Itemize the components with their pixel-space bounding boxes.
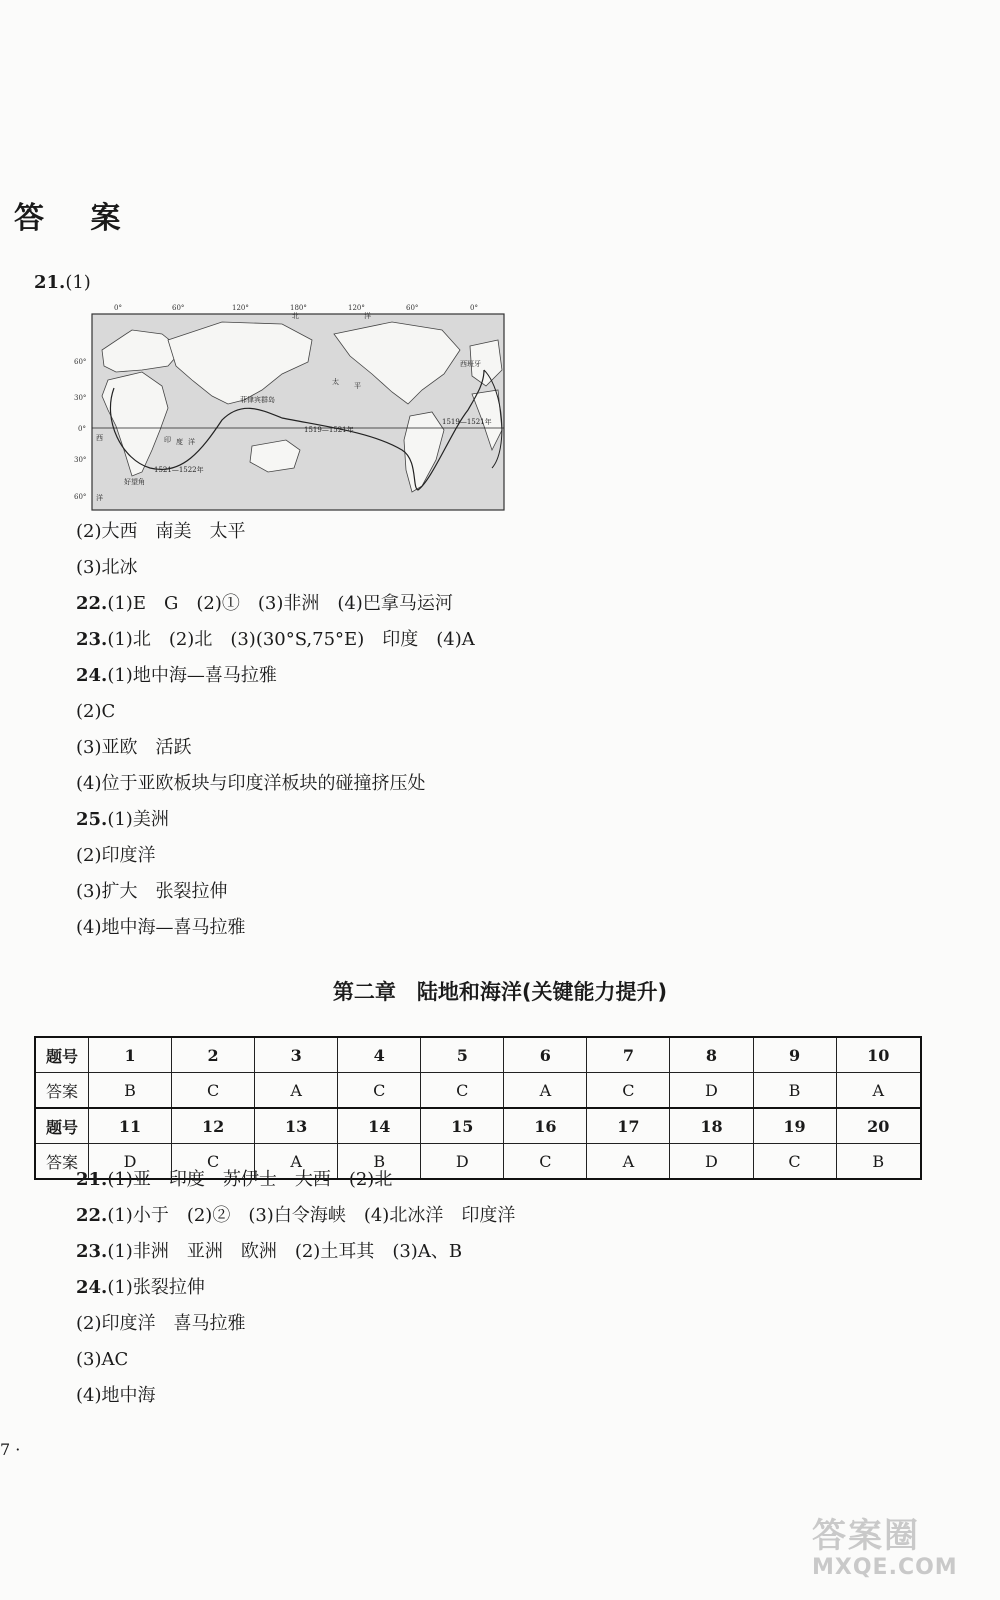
- watermark-url: MXQE.COM: [812, 1555, 958, 1580]
- table-cell: 20: [836, 1108, 921, 1144]
- table-cell: D: [421, 1144, 504, 1180]
- answer-line: (3)AC: [76, 1349, 129, 1370]
- table-cell: 4: [338, 1037, 421, 1073]
- answer-line: 24.(1)地中海—喜马拉雅: [76, 665, 277, 686]
- lat-tick: 30°: [74, 456, 87, 464]
- table-cell: A: [255, 1073, 338, 1109]
- table-cell: 17: [587, 1108, 670, 1144]
- table-cell: C: [338, 1073, 421, 1109]
- lat-tick: 30°: [74, 394, 87, 402]
- table-row: [35, 1037, 921, 1073]
- answer-line: (2)印度洋 喜马拉雅: [76, 1313, 246, 1334]
- page-heading: 答 案: [14, 201, 139, 236]
- map-label-route: 1519—1521年: [304, 426, 354, 434]
- table-cell: C: [172, 1144, 255, 1180]
- answer-line: 23.(1)非洲 亚洲 欧洲 (2)土耳其 (3)A、B: [76, 1241, 463, 1262]
- map-label-ocean: 度: [176, 438, 183, 446]
- map-label-ocean: 洋: [188, 438, 195, 446]
- lon-tick: 0°: [114, 304, 122, 312]
- table-row: [35, 1108, 921, 1144]
- table-label: 答案: [35, 1073, 89, 1109]
- table-cell: C: [421, 1073, 504, 1109]
- table-cell: 11: [89, 1108, 172, 1144]
- world-map-figure: [72, 300, 522, 520]
- answer-line: (2)印度洋: [76, 845, 156, 866]
- answer-line: 22.(1)小于 (2)② (3)白令海峡 (4)北冰洋 印度洋: [76, 1205, 516, 1226]
- table-cell: D: [670, 1144, 753, 1180]
- table-cell: 16: [504, 1108, 587, 1144]
- table-cell: 7: [587, 1037, 670, 1073]
- table-cell: B: [836, 1144, 921, 1180]
- table-cell: B: [753, 1073, 836, 1109]
- table-label: 答案: [35, 1144, 89, 1180]
- table-cell: A: [587, 1144, 670, 1180]
- table-cell: C: [753, 1144, 836, 1180]
- answer-line: (4)位于亚欧板块与印度洋板块的碰撞挤压处: [76, 773, 426, 794]
- answer-block-2: [76, 1162, 515, 1414]
- lat-tick: 0°: [78, 425, 86, 433]
- table-cell: B: [338, 1144, 421, 1180]
- table-cell: 2: [172, 1037, 255, 1073]
- table-cell: C: [587, 1073, 670, 1109]
- answer-line: (4)地中海—喜马拉雅: [76, 917, 246, 938]
- table-label: 题号: [35, 1037, 89, 1073]
- answer-line: 25.(1)美洲: [76, 809, 169, 830]
- table-cell: A: [255, 1144, 338, 1180]
- lon-tick: 0°: [470, 304, 478, 312]
- answer-line: (3)亚欧 活跃: [76, 737, 192, 758]
- map-label-ocean: 洋: [364, 312, 371, 320]
- watermark-logo-text: 答案圈: [812, 1516, 920, 1556]
- answer-line: (3)北冰: [76, 557, 138, 578]
- table-cell: C: [172, 1073, 255, 1109]
- map-label-ocean: 北: [292, 312, 299, 320]
- table-cell: 15: [421, 1108, 504, 1144]
- table-label: 题号: [35, 1108, 89, 1144]
- table-cell: 18: [670, 1108, 753, 1144]
- map-label-route: 1519—1521年: [442, 418, 492, 426]
- answer-line: 22.(1)E G (2)① (3)非洲 (4)巴拿马运河: [76, 593, 453, 614]
- table-cell: 14: [338, 1108, 421, 1144]
- table-cell: 5: [421, 1037, 504, 1073]
- answer-table: [34, 1036, 922, 1180]
- map-label-ocean: 印: [164, 436, 171, 444]
- table-cell: 19: [753, 1108, 836, 1144]
- table-cell: 3: [255, 1037, 338, 1073]
- answer-line: 23.(1)北 (2)北 (3)(30°S,75°E) 印度 (4)A: [76, 629, 475, 650]
- lon-tick: 120°: [232, 304, 249, 312]
- chapter-title: 第二章 陆地和海洋(关键能力提升): [332, 980, 668, 1004]
- map-label-spain: 西班牙: [460, 360, 481, 368]
- table-row: [35, 1073, 921, 1109]
- map-label-cape: 好望角: [124, 478, 145, 486]
- lon-tick: 120°: [348, 304, 365, 312]
- table-cell: 8: [670, 1037, 753, 1073]
- answer-line: (2)C: [76, 701, 116, 722]
- map-label-ocean: 太: [332, 378, 339, 386]
- map-label-philippines: 菲律宾群岛: [240, 396, 275, 404]
- lon-tick: 60°: [172, 304, 185, 312]
- answer-line: 21.(1)亚 印度 苏伊士 大西 (2)北: [76, 1169, 393, 1190]
- map-label-ocean: 西: [96, 434, 103, 442]
- map-label-ocean: 洋: [96, 494, 103, 502]
- table-cell: B: [89, 1073, 172, 1109]
- table-cell: 1: [89, 1037, 172, 1073]
- table-cell: 6: [504, 1037, 587, 1073]
- table-cell: 12: [172, 1108, 255, 1144]
- table-cell: D: [670, 1073, 753, 1109]
- lon-tick: 180°: [290, 304, 307, 312]
- answer-line: 24.(1)张裂拉伸: [76, 1277, 205, 1298]
- table-cell: A: [836, 1073, 921, 1109]
- page-number: 7 ·: [0, 1440, 21, 1459]
- table-cell: C: [504, 1144, 587, 1180]
- answer-line: (2)大西 南美 太平: [76, 521, 246, 542]
- site-watermark: [812, 1508, 972, 1588]
- question-21-label: [34, 272, 91, 293]
- table-cell: A: [504, 1073, 587, 1109]
- question-number: 21.: [34, 272, 66, 293]
- table-cell: 13: [255, 1108, 338, 1144]
- map-label-ocean: 平: [354, 382, 361, 390]
- map-label-route: 1521—1522年: [154, 466, 204, 474]
- question-part: (1): [65, 272, 91, 293]
- table-cell: 10: [836, 1037, 921, 1073]
- table-cell: D: [89, 1144, 172, 1180]
- lon-tick: 60°: [406, 304, 419, 312]
- answer-line: (4)地中海: [76, 1385, 156, 1406]
- lat-tick: 60°: [74, 493, 87, 501]
- lat-tick: 60°: [74, 358, 87, 366]
- answer-line: (3)扩大 张裂拉伸: [76, 881, 228, 902]
- answer-block-1: [76, 514, 475, 946]
- world-map-svg: [72, 300, 522, 520]
- table-cell: 9: [753, 1037, 836, 1073]
